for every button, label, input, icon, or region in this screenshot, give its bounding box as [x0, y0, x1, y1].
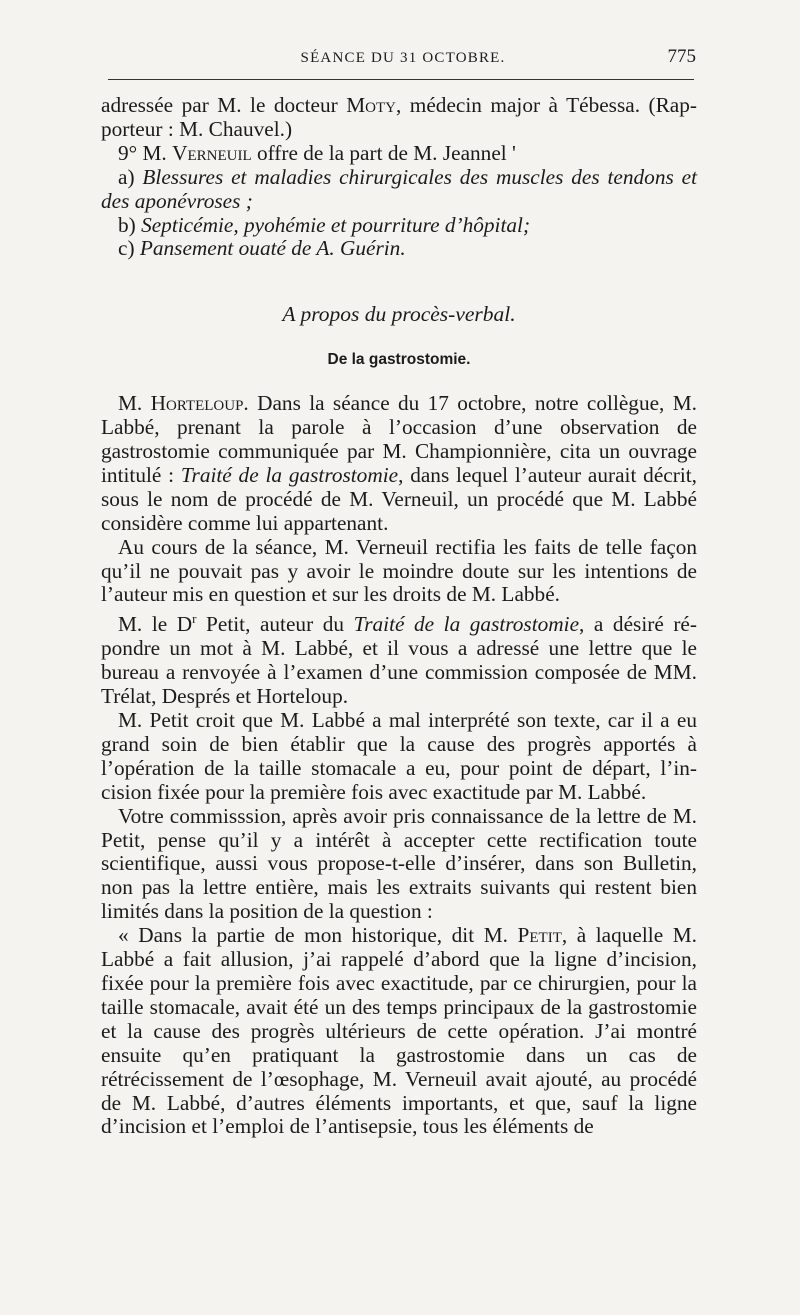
running-head	[108, 46, 698, 76]
author-name-petit: Petit	[517, 923, 562, 948]
paragraph-1: M. Horteloup. Dans la séance du 17 octobre, notre collègue, M. Labbé, prenant la parole à l’occasion d’une observation de gastrostomie communiquée par M. Championnière, cita un ouvrage intitulé : Traité de la gastrostomie, dans lequel l’auteur aurait décrit, sous le nom de procédé de M. Verneuil, un procédé que M. Labbé considère comme lui appartenant.	[101, 391, 697, 535]
paragraph-2: Au cours de la séance, M. Verneuil rectifia les faits de telle façon qu’il ne pouvait pas y avoir le moindre doute sur les intentions de l’auteur mis en question et sur les droits de M. Labbé.	[101, 534, 697, 607]
speaker-name: Horteloup	[150, 391, 244, 416]
section-title: A propos du procès-verbal.	[282, 302, 516, 327]
header-rule	[108, 79, 694, 80]
item-c: c) Pansement ouaté de A. Guérin.	[118, 236, 406, 261]
running-title: SÉANCE DU 31 OCTOBRE.	[300, 50, 506, 66]
author-name-moty: Moty	[346, 93, 396, 117]
subsection-title: De la gastrostomie.	[327, 351, 471, 369]
item-a: a) Blessures et maladies chirurgicales des muscles des tendons et des aponévroses ;	[101, 164, 697, 213]
work-title-c: Pansement ouaté de A. Guérin.	[139, 236, 406, 261]
work-title-b: Septicémie, pyohémie et pourriture d’hôpital;	[141, 212, 531, 237]
item-9: 9° M. Verneuil offre de la part de M. Jeannel '	[118, 140, 516, 165]
body-text	[101, 94, 697, 1139]
page-number: 775	[667, 46, 696, 67]
paragraph-4: M. Petit croit que M. Labbé a mal interprété son texte, car il a eu grand soin de bien établir que la cause des progrès apportés à l’opération de la taille stomacale a eu, pour point de départ, l’in-cision fixée pour la première fois avec exactitude par M. Labbé.	[101, 708, 697, 804]
author-name-verneuil: Verneuil	[172, 140, 252, 165]
paragraph-5: Votre commisssion, après avoir pris connaissance de la lettre de M. Petit, pense qu’il y a intérêt à accepter cette rectification toute scientifique, aussi vous propose-t-elle d’insérer, dans son Bulletin, non pas la lettre entière, mais les extraits suivants qui restent bien limités dans la position de la question :	[101, 803, 697, 924]
paragraph-3: M. le $D^r$ Petit, auteur du Traité de la gastrostomie, a désiré ré-pondre un mot à M. Labbé, et il vous a adressé une lettre que le bureau a renvoyée à l’examen d’une commission composée de MM. Trélat, Després et Horteloup.	[101, 611, 697, 709]
cited-title: Traité de la gastrostomie	[180, 462, 399, 487]
cited-title: Traité de la gastrostomie	[353, 612, 580, 637]
work-title-a: Blessures et maladies chirurgicales des muscles des tendons et des aponévroses ;	[101, 164, 697, 213]
intro-paragraph: adressée par M. le docteur Moty, médecin major à Tébessa. (Rap-porteur : M. Chauvel.)	[101, 93, 697, 141]
paragraph-6: « Dans la partie de mon historique, dit M. Petit, à laquelle M. Labbé a fait allusion, j’ai rappelé d’abord que la ligne d’incision, fixée pour la première fois avec exactitude, par ce chirurgien, pour la taille stomacale, avait été un des temps principaux de la gastrostomie et la cause des progrès ultérieurs de cette opération. J’ai montré ensuite qu’en pratiquant la gastrostomie dans un cas de rétrécissement de l’œsophage, M. Verneuil avait ajouté, au procédé de M. Labbé, d’autres éléments importants, et que, sauf la ligne d’incision et l’emploi de l’antisepsie, tous les éléments de	[101, 923, 697, 1139]
item-b: b) Septicémie, pyohémie et pourriture d’hôpital;	[118, 212, 531, 237]
